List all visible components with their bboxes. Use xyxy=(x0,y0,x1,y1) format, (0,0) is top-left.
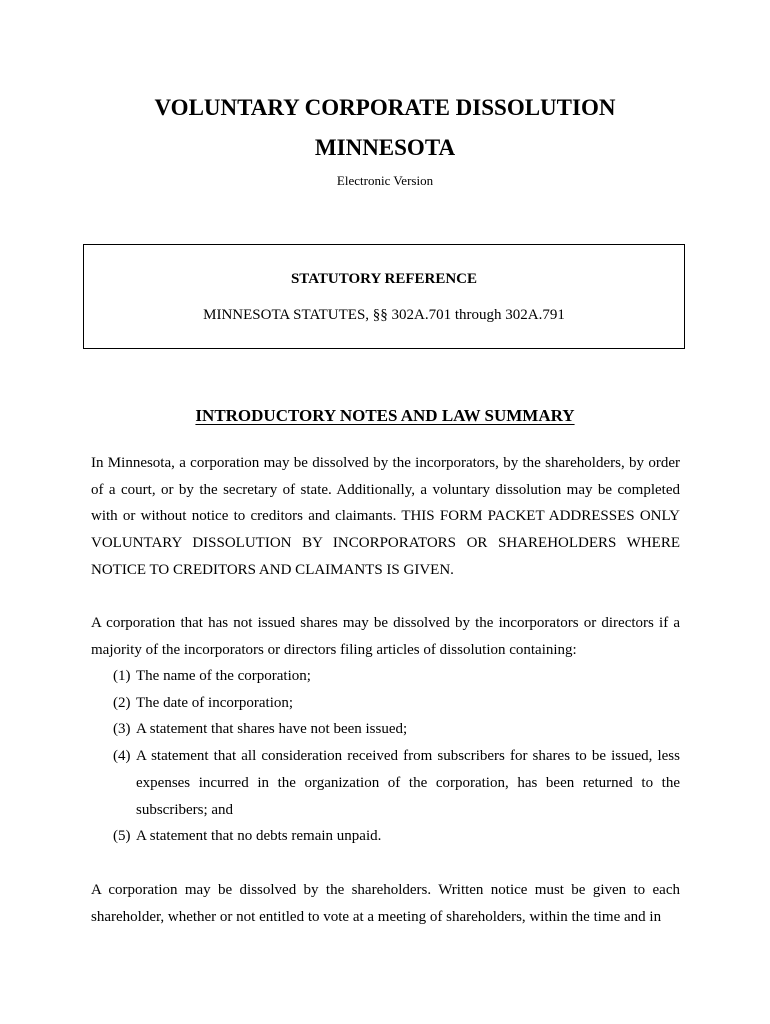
list-item xyxy=(91,716,680,743)
statutory-reference-text: MINNESOTA STATUTES, §§ 302A.701 through 302A.791 xyxy=(203,307,565,323)
list-item-text: A statement that all consideration received from subscribers for shares to be issued, less expenses incurred in the organization of the corporation, has been returned to the subscribers; and xyxy=(136,748,680,818)
list-item-marker: (5) xyxy=(113,828,131,845)
list-item-marker: (2) xyxy=(113,694,131,711)
statutory-reference-box xyxy=(83,244,685,349)
articles-requirements-list xyxy=(91,663,680,850)
paragraph-no-shares: A corporation that has not issued shares may be dissolved by the incorporators or directors if a majority of the incorporators or directors filing articles of dissolution containing: xyxy=(91,615,680,658)
list-item xyxy=(91,823,680,850)
section-heading: INTRODUCTORY NOTES AND LAW SUMMARY xyxy=(195,406,575,425)
paragraph-shareholders: A corporation may be dissolved by the shareholders. Written notice must be given to each shareholder, whether or not entitled to vote at a meeting of shareholders, within the time and in xyxy=(91,882,680,925)
statutory-reference-heading: STATUTORY REFERENCE xyxy=(290,271,478,287)
list-item xyxy=(91,743,680,823)
state-title: MINNESOTA xyxy=(314,135,456,160)
list-item xyxy=(91,663,680,690)
list-item-marker: (1) xyxy=(113,668,131,684)
list-item-text: The name of the corporation; xyxy=(136,668,311,684)
document-title: VOLUNTARY CORPORATE DISSOLUTION xyxy=(154,95,616,120)
paragraph-intro: In Minnesota, a corporation may be dissolved by the incorporators, by the shareholders, by order of a court, or by the secretary of state. Additionally, a voluntary dissolution may be completed with or without notice to creditors and claimants. THIS FORM PACKET ADDRESSES ONLY VOLUNTARY DISSOLUTION BY INCORPORATORS OR SHAREHOLDERS WHERE NOTICE TO CREDITORS AND CLAIMANTS IS GIVEN. xyxy=(91,455,680,578)
list-item-text: A statement that shares have not been issued; xyxy=(136,721,408,738)
list-item-text: The date of incorporation; xyxy=(136,694,294,711)
list-item-marker: (4) xyxy=(113,748,131,765)
list-item-text: A statement that no debts remain unpaid. xyxy=(136,828,382,845)
version-subtitle: Electronic Version xyxy=(336,173,434,188)
list-item xyxy=(91,690,680,717)
list-item-marker: (3) xyxy=(113,721,131,738)
